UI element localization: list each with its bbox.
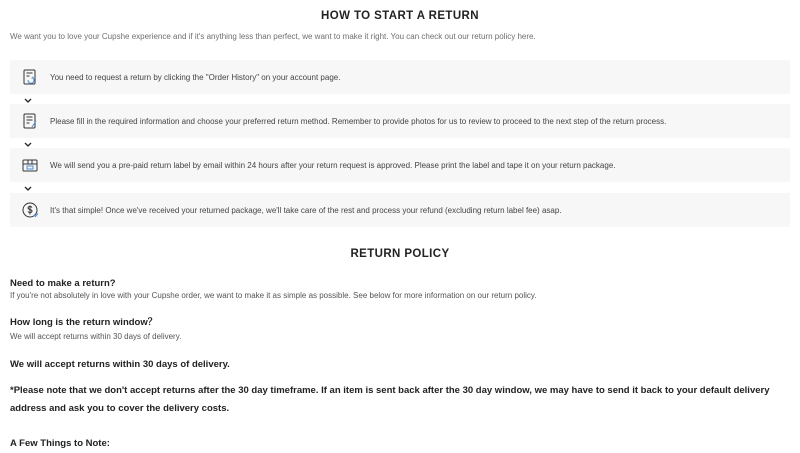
package-label-icon bbox=[10, 156, 50, 174]
step-4 bbox=[10, 193, 790, 227]
return-policy-title: RETURN POLICY bbox=[350, 248, 450, 260]
things-to-note-heading: A Few Things to Note: bbox=[10, 438, 110, 449]
question-need-return: Need to make a return? bbox=[10, 278, 116, 289]
step-3 bbox=[10, 148, 790, 182]
intro-text: We want you to love your Cupshe experience and if it's anything less than perfect, we want to make it right. You can check out our return policy here. bbox=[10, 32, 536, 41]
step-2 bbox=[10, 104, 790, 138]
policy-late-return-note: *Please note that we don't accept returns after the 30 day timeframe. If an item is sent back after the 30 day window, we may have to send it back to your default delivery address and ask you to cover the delivery costs. bbox=[10, 385, 770, 414]
answer-return-window: We will accept returns within 30 days of delivery. bbox=[10, 332, 182, 341]
order-history-icon bbox=[10, 68, 50, 86]
chevron-down-icon bbox=[23, 185, 33, 193]
how-to-return-title: HOW TO START A RETURN bbox=[321, 10, 479, 22]
answer-need-return: If you're not absolutely in love with your Cupshe order, we want to make it as simple as possible. See below for more information on our return policy. bbox=[10, 291, 537, 300]
step-1 bbox=[10, 60, 790, 94]
refund-dollar-icon bbox=[10, 201, 50, 219]
form-checklist-icon bbox=[10, 112, 50, 130]
policy-window-statement: We will accept returns within 30 days of delivery. bbox=[10, 359, 230, 370]
step-3-text: We will send you a pre-paid return label by email within 24 hours after your return request is approved. Please print the label and tape it on your return package. bbox=[50, 160, 616, 170]
step-1-text: You need to request a return by clicking the "Order History" on your account page. bbox=[50, 72, 341, 82]
step-2-text: Please fill in the required information and choose your preferred return method. Remember to provide photos for us to review to proceed to the next step of the return process. bbox=[50, 116, 667, 126]
question-return-window: How long is the return window？ bbox=[10, 317, 158, 328]
step-4-text: It's that simple! Once we've received your returned package, we'll take care of the rest and process your refund (excluding return label fee) asap. bbox=[50, 205, 562, 215]
